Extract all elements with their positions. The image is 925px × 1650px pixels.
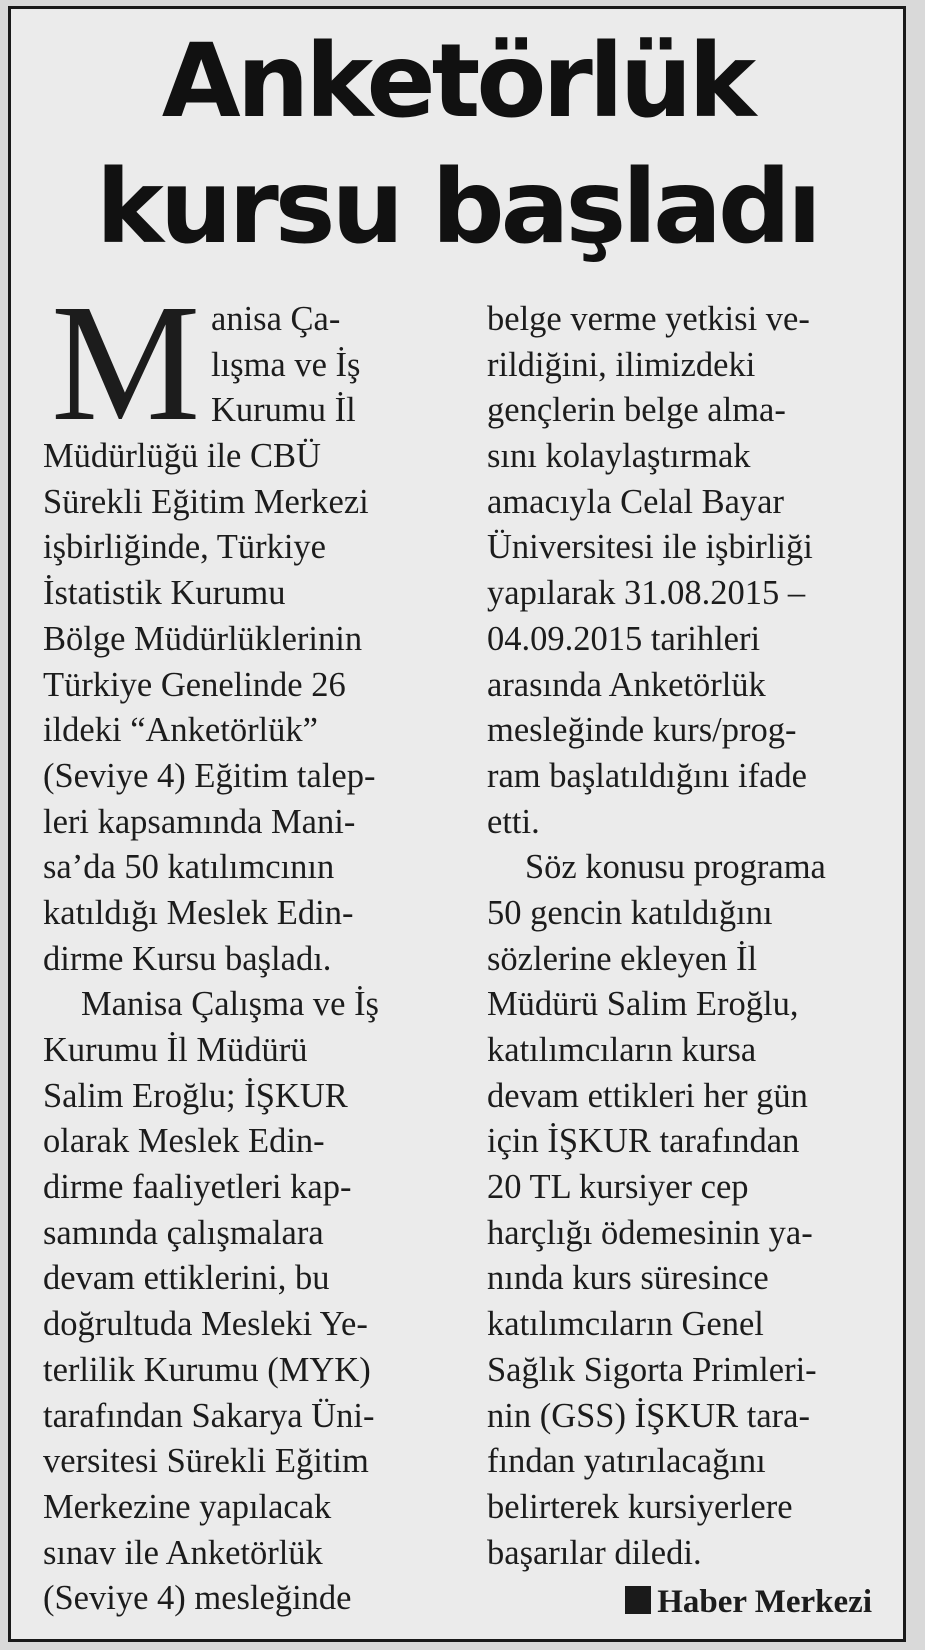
text-line: fından yatırılacağını [487, 1442, 766, 1481]
drop-cap: M [51, 270, 201, 456]
byline-text: Haber Merkezi [657, 1584, 872, 1621]
text-line: başarılar diledi. [487, 1533, 702, 1572]
text-line: rildiğini, ilimizdeki [487, 345, 756, 384]
text-line: mesleğinde kurs/prog- [487, 711, 797, 750]
text-line: Müdürlüğü ile CBÜ [43, 437, 321, 476]
text-line: Türkiye Genelinde 26 [43, 665, 346, 704]
text-line: etti. [487, 802, 540, 841]
text-line: Müdürü Salim Eroğlu, [487, 985, 799, 1024]
news-clipping [8, 6, 906, 1642]
text-line: Bölge Müdürlüklerinin [43, 619, 363, 658]
text-line: arasında Anketörlük [487, 665, 766, 704]
text-line: devam ettikleri her gün [487, 1076, 808, 1115]
text-line: Üniversitesi ile işbirliği [487, 528, 813, 567]
text-line: nin (GSS) İŞKUR tara- [487, 1396, 810, 1435]
text-line: Kurumu İl Müdürü [43, 1031, 308, 1069]
text-line: samında çalışmalara [43, 1213, 324, 1252]
byline [487, 1580, 892, 1626]
headline-line-1: Anketörlük [161, 22, 753, 141]
text-line: dirme faaliyetleri kap- [43, 1168, 352, 1207]
text-line: ildeki “Anketörlük” [43, 711, 318, 750]
text-line: için İŞKUR tarafından [487, 1122, 800, 1161]
text-line: belirterek kursiyerlere [487, 1487, 793, 1526]
text-line: terlilik Kurumu (MYK) [43, 1350, 371, 1389]
text-line: dirme Kursu başladı. [43, 939, 332, 978]
text-line: doğrultuda Mesleki Ye- [43, 1305, 368, 1344]
text-line: Manisa Çalışma ve İş [81, 985, 379, 1024]
text-line: Merkezine yapılacak [43, 1487, 332, 1526]
text-line: sınav ile Anketörlük [43, 1533, 323, 1572]
text-line: Salim Eroğlu; İŞKUR [43, 1076, 348, 1115]
text-line: tarafından Sakarya Üni- [43, 1396, 375, 1435]
text-line: gençlerin belge alma- [487, 391, 786, 430]
text-line: anisa Ça- [211, 300, 341, 338]
text-line: 50 gencin katıldığını [487, 893, 773, 932]
text-line: işbirliğinde, Türkiye [43, 528, 326, 567]
text-line: katıldığı Meslek Edin- [43, 893, 354, 932]
text-line: (Seviye 4) mesleğinde [43, 1579, 352, 1618]
text-line: katılımcıların kursa [487, 1031, 757, 1069]
text-line: 04.09.2015 tarihleri [487, 619, 761, 658]
text-line: amacıyla Celal Bayar [487, 482, 784, 521]
text-line: sözlerine ekleyen İl [487, 939, 758, 978]
text-line: devam ettiklerini, bu [43, 1259, 330, 1298]
text-line: katılımcıların Genel [487, 1305, 764, 1344]
text-line: İstatistik Kurumu [43, 574, 286, 613]
text-line: nında kurs süresince [487, 1259, 769, 1298]
article-column-right [487, 297, 892, 1626]
text-line: sını kolaylaştırmak [487, 437, 751, 476]
headline-line-2: kursu başladı [96, 148, 818, 267]
text-line: belge verme yetkisi ve- [487, 300, 810, 338]
text-line: harçlığı ödemesinin ya- [487, 1213, 813, 1252]
text-line: versitesi Sürekli Eğitim [43, 1442, 369, 1481]
text-line: sa’da 50 katılımcının [43, 848, 335, 887]
text-line: Sağlık Sigorta Primleri- [487, 1350, 817, 1389]
text-line: Söz konusu programa [525, 848, 826, 887]
text-line: olarak Meslek Edin- [43, 1122, 325, 1161]
text-line: Sürekli Eğitim Merkezi [43, 482, 369, 521]
text-line: leri kapsamında Mani- [43, 802, 356, 841]
text-line: 20 TL kursiyer cep [487, 1168, 749, 1207]
byline-square-icon [625, 1586, 651, 1614]
text-line: yapılarak 31.08.2015 – [487, 574, 806, 613]
text-line: (Seviye 4) Eğitim talep- [43, 756, 376, 795]
article-column-left [43, 270, 443, 1622]
text-line: lışma ve İş [211, 345, 361, 384]
text-line: Kurumu İl [211, 391, 356, 430]
text-line: ram başlatıldığını ifade [487, 756, 807, 795]
